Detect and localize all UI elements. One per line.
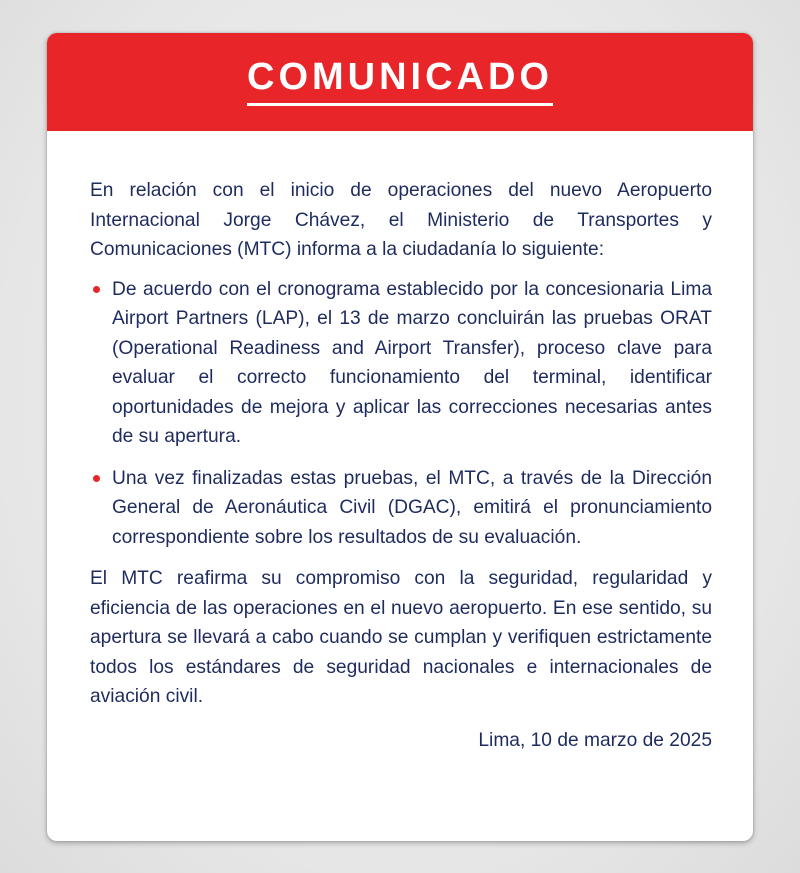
bullet-item [90,275,712,452]
closing-paragraph: El MTC reafirma su compromiso con la seguridad, regularidad y eficiencia de las operaciones en el nuevo aeropuerto. En ese sentido, su apertura se llevará a cabo cuando se cumplan y verifiquen estrictamente todos los estándares de seguridad nacionales e internacionales de aviación civil. [90,568,712,707]
bullet-list [90,275,712,553]
bullet-text: Una vez finalizadas estas pruebas, el MTC, a través de la Dirección General de Aeronáutica Civil (DGAC), emitirá el pronunciamiento correspondiente sobre los resultados de su evaluación. [112,467,712,548]
signature-date: Lima, 10 de marzo de 2025 [478,729,712,751]
communique-body [90,176,712,755]
communique-card [47,33,753,841]
intro-paragraph: En relación con el inicio de operaciones del nuevo Aeropuerto Internacional Jorge Chávez, el Ministerio de Transportes y Comunicaciones (MTC) informa a la ciudadanía lo siguiente: [90,180,712,260]
bullet-dot-icon [93,286,100,293]
bullet-dot-icon [93,475,100,482]
bullet-item [90,464,712,553]
bullet-text: De acuerdo con el cronograma establecido por la concesionaria Lima Airport Partners (LAP), el 13 de marzo concluirán las pruebas ORAT (Operational Readiness and Airport Transfer), proceso clave para evaluar el correcto funcionamiento del terminal, identificar oportunidades de mejora y aplicar las correcciones necesarias antes de su apertura. [112,278,712,447]
header-title: COMUNICADO [247,55,553,106]
header-banner [47,33,753,131]
